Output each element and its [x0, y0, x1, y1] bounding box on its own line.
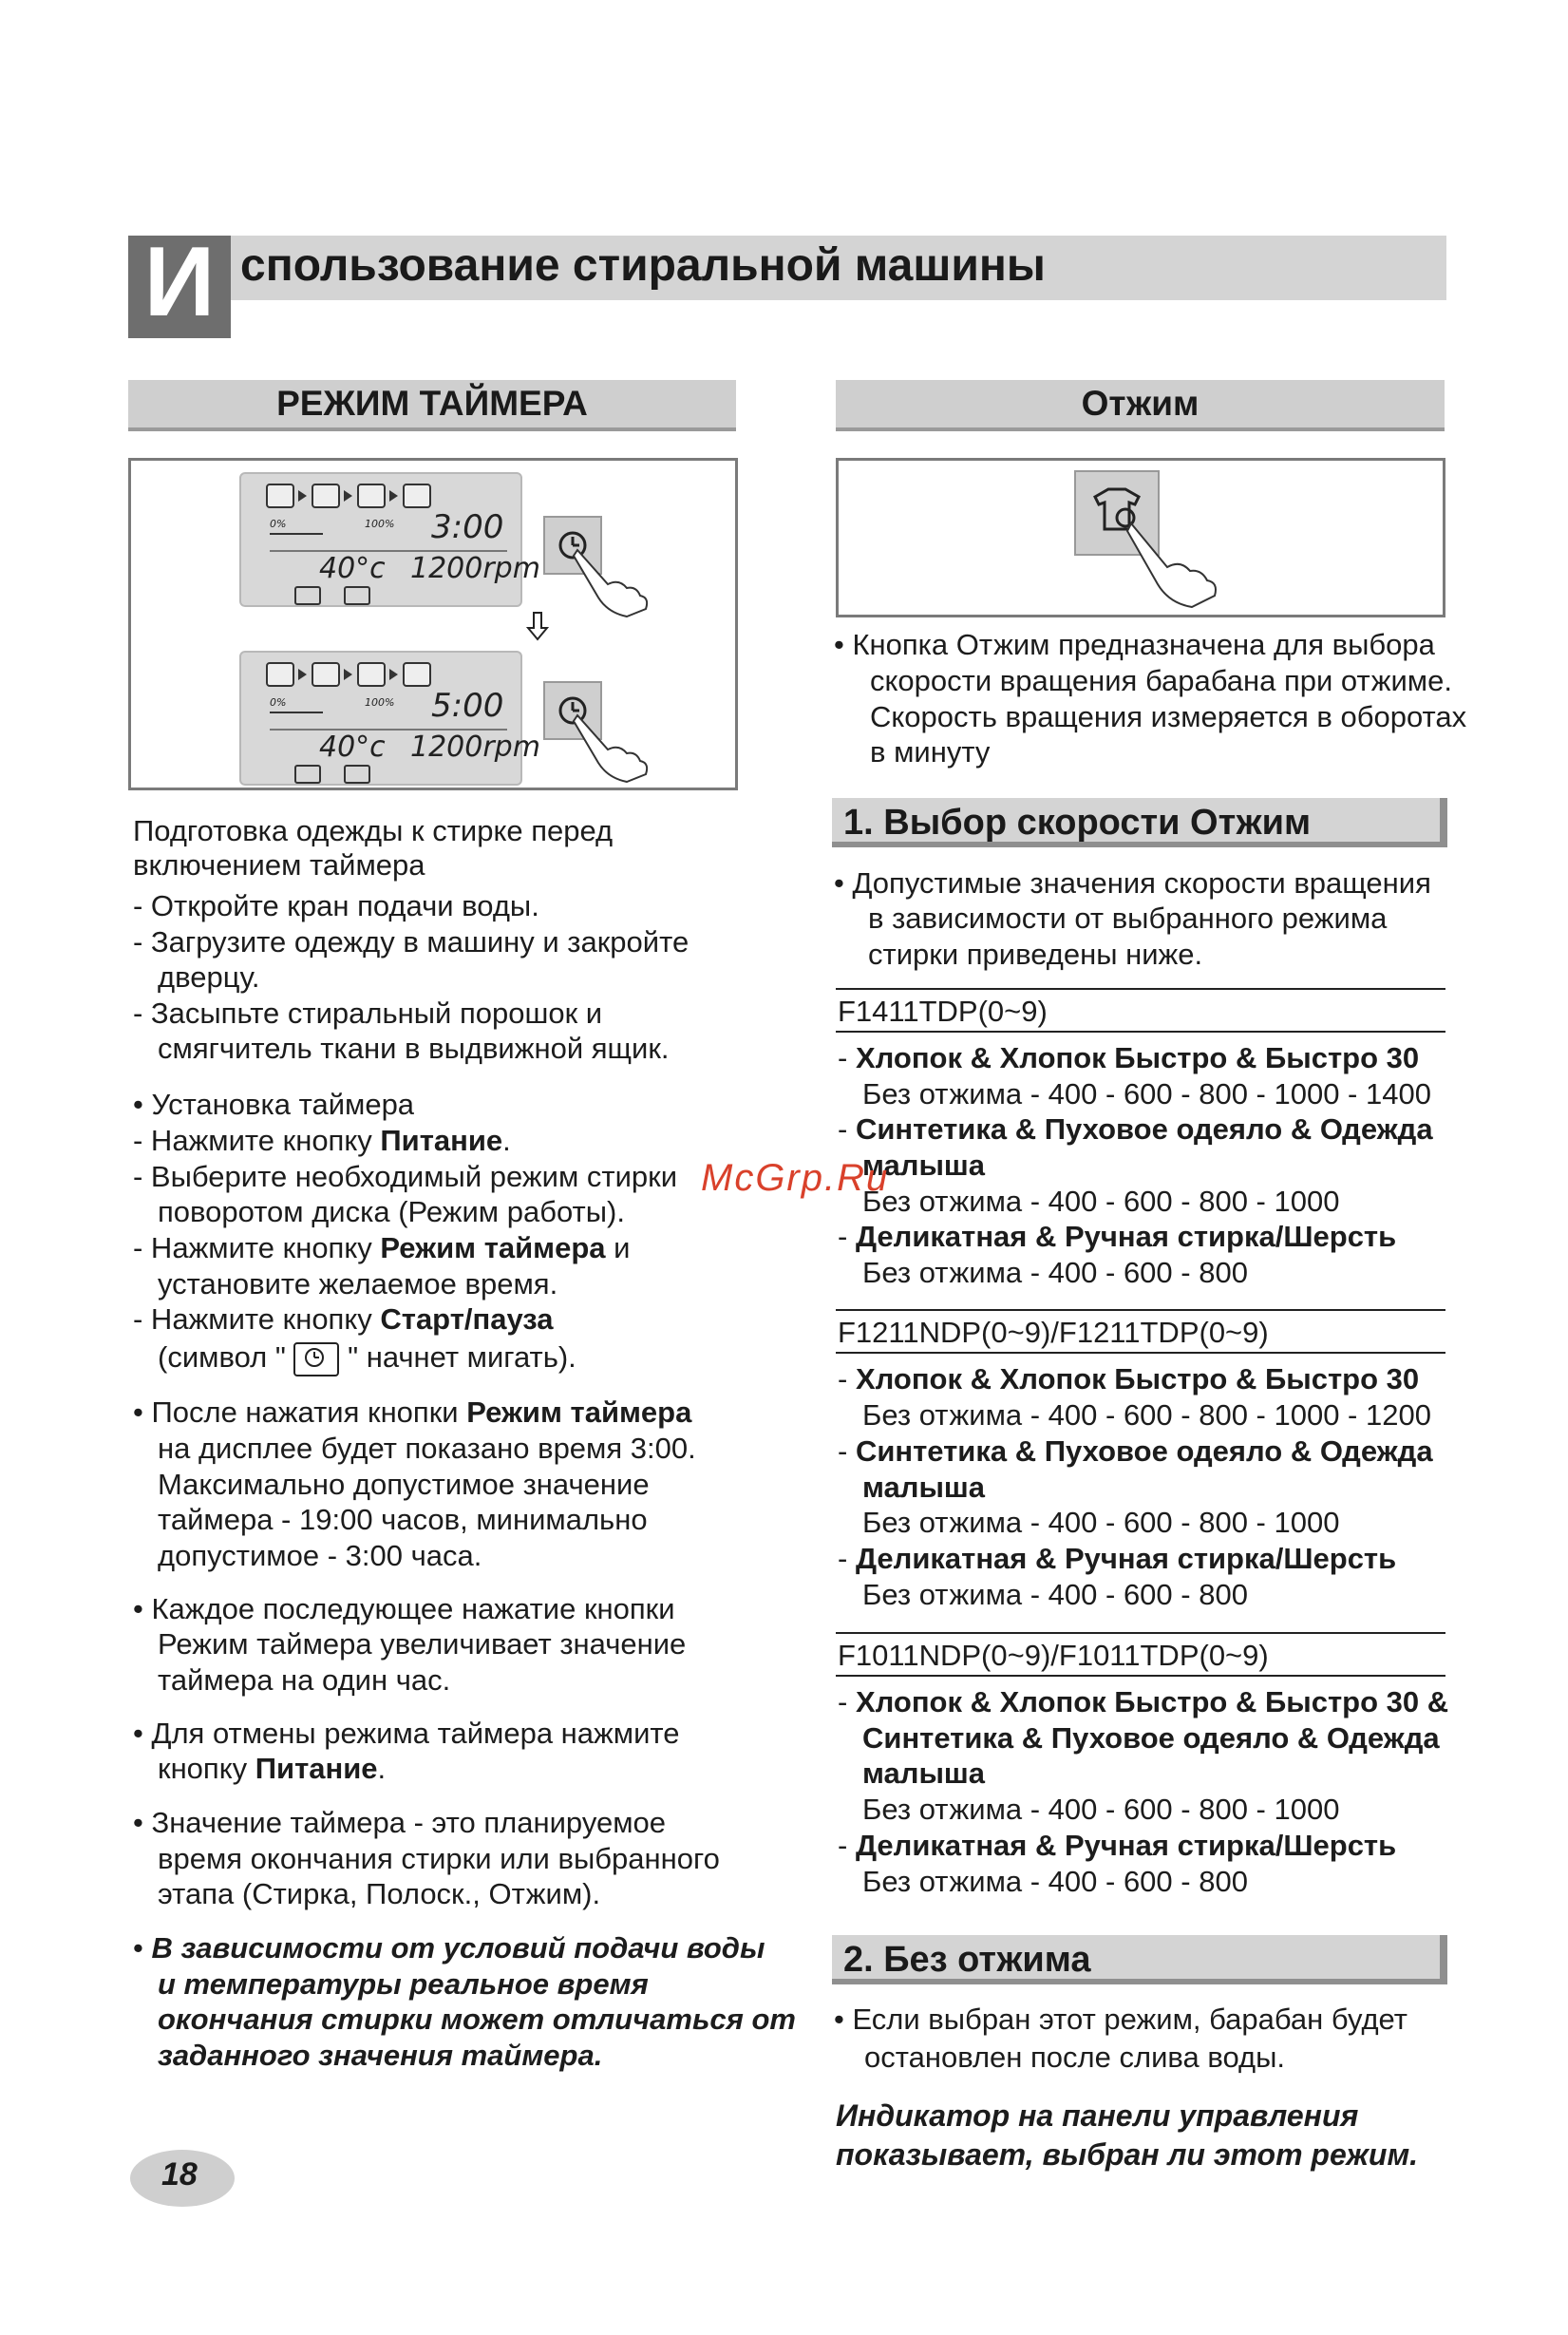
text-line [838, 1111, 1433, 1148]
text-span: • После нажатия кнопки [133, 1395, 467, 1429]
text-line: • Для отмены режима таймера нажмите [133, 1717, 680, 1750]
text-line: окончания стирки может отличаться от [158, 2003, 796, 2036]
text-line: установите желаемое время. [158, 1267, 558, 1300]
lcd-pct-high: 100% [365, 518, 395, 530]
text-line [133, 1301, 554, 1338]
text-line [838, 1219, 1396, 1255]
rinse-icon [312, 662, 340, 687]
text-line [133, 1123, 511, 1159]
text-line: этапа (Стирка, Полоск., Отжим). [158, 1877, 601, 1910]
text-line: допустимое - 3:00 часа. [158, 1539, 482, 1572]
text-span: кнопку [158, 1752, 255, 1785]
text-line: Без отжима - 400 - 600 - 800 - 1000 - 1200 [862, 1398, 1431, 1432]
divider [836, 1675, 1445, 1677]
text-line: Синтетика & Пуховое одеяло & Одежда [862, 1721, 1440, 1755]
text-bold: Режим таймера [380, 1231, 606, 1264]
timer-section-title: РЕЖИМ ТАЙМЕРА [128, 380, 736, 431]
text-bold: Старт/пауза [380, 1302, 554, 1336]
text-line: Без отжима - 400 - 600 - 800 [862, 1256, 1248, 1289]
spin-icon [403, 662, 431, 687]
text-span: - [838, 1220, 856, 1253]
text-line: - Засыпьте стиральный порошок и [133, 997, 603, 1030]
text-bold: Хлопок & Хлопок Быстро & Быстро 30 [855, 1362, 1420, 1395]
progress-bar [270, 712, 323, 713]
text-line [158, 1339, 576, 1376]
text-line: заданного значения таймера. [158, 2039, 603, 2072]
divider [836, 1309, 1445, 1311]
text-span: - [838, 1542, 856, 1575]
no-spin-subtitle: 2. Без отжима [832, 1935, 1447, 1984]
text-line [133, 1230, 630, 1266]
lcd-temp: 40°c [319, 731, 386, 764]
text-span: • [133, 1931, 152, 1965]
arrow-icon [389, 490, 398, 502]
text-span: - [838, 1362, 856, 1395]
text-line: • Если выбран этот режим, барабан будет [834, 2003, 1407, 2036]
text-line: Без отжима - 400 - 600 - 800 [862, 1578, 1248, 1611]
text-line: Без отжима - 400 - 600 - 800 - 1000 [862, 1506, 1340, 1539]
note-line: показывает, выбран ли этот режим. [836, 2137, 1419, 2172]
note-line: Индикатор на панели управления [836, 2098, 1359, 2133]
divider [836, 988, 1445, 990]
text-span: - [838, 1041, 856, 1074]
arrow-icon [298, 490, 307, 502]
text-line: • Установка таймера [133, 1088, 415, 1121]
pointing-hand-icon [1124, 518, 1237, 613]
text-line: и температуры реальное время [158, 1967, 649, 2001]
text-bold: Синтетика & Пуховое одеяло & Одежда [855, 1112, 1433, 1146]
rinse-icon [312, 484, 340, 508]
text-bold: Питание [380, 1124, 503, 1157]
text-line: - Выберите необходимый режим стирки [133, 1160, 678, 1193]
spin-illustration [836, 458, 1445, 617]
watermark: McGrp.Ru [701, 1157, 890, 1199]
down-arrow-icon [526, 611, 549, 643]
arrow-icon [298, 669, 307, 680]
text-span: (символ " [158, 1340, 286, 1374]
text-line: • Допустимые значения скорости вращения [834, 866, 1431, 900]
text-line: скорости вращения барабана при отжиме. [870, 664, 1452, 697]
lcd-spin: 1200rpm [410, 731, 540, 764]
page-title: спользование стиральной машины [240, 240, 1046, 291]
model-name: F1411TDP(0~9) [838, 995, 1048, 1028]
clock-symbol-icon [293, 1342, 339, 1376]
text-bold: Питание [255, 1752, 378, 1785]
text-line: Режим таймера увеличивает значение [158, 1627, 687, 1661]
text-span: - Нажмите кнопку [133, 1124, 381, 1157]
lcd-time: 5:00 [431, 687, 504, 725]
text-line: малыша [862, 1471, 986, 1504]
pointing-hand-icon [570, 708, 655, 784]
text-line [838, 1361, 1419, 1397]
arrow-icon [344, 490, 352, 502]
text-bold: Деликатная & Ручная стирка/Шерсть [855, 1542, 1397, 1575]
lcd-temp: 40°c [319, 552, 386, 585]
text-line: остановлен после слива воды. [864, 2041, 1286, 2074]
model-name: F1011NDP(0~9)/F1011TDP(0~9) [838, 1639, 1269, 1672]
text-line: Максимально допустимое значение [158, 1468, 650, 1501]
text-line [133, 1395, 691, 1431]
lcd-display-1 [239, 472, 540, 607]
text-line [838, 1684, 1448, 1720]
text-span: - Нажмите кнопку [133, 1302, 381, 1336]
text-span: " начнет мигать). [348, 1340, 576, 1374]
lcd-pct-high: 100% [365, 696, 395, 709]
arrow-icon [344, 669, 352, 680]
text-line: таймера на один час. [158, 1663, 451, 1697]
text-span: - [838, 1112, 856, 1146]
text-span: . [502, 1124, 511, 1157]
text-bold: Деликатная & Ручная стирка/Шерсть [855, 1220, 1397, 1253]
text-line [838, 1828, 1396, 1864]
text-line: поворотом диска (Режим работы). [158, 1195, 625, 1228]
text-line: Скорость вращения измеряется в оборотах [870, 700, 1467, 733]
text-line: на дисплее будет показано время 3:00. [158, 1432, 696, 1465]
pointing-hand-icon [570, 542, 655, 618]
text-line [838, 1433, 1433, 1470]
spin-speed-subtitle: 1. Выбор скорости Отжим [832, 798, 1447, 847]
text-line: Подготовка одежды к стирке перед [133, 814, 614, 847]
text-bold: Синтетика & Пуховое одеяло & Одежда [855, 1434, 1433, 1468]
spin-icon [403, 484, 431, 508]
wash-icon [266, 484, 294, 508]
text-span: - [838, 1434, 856, 1468]
text-line: смягчитель ткани в выдвижной ящик. [158, 1032, 670, 1065]
text-line [838, 1040, 1419, 1076]
lcd-display-2 [239, 651, 540, 786]
wash-icon [266, 662, 294, 687]
divider [836, 1352, 1445, 1354]
text-line: • Значение таймера - это планируемое [133, 1806, 667, 1839]
rinse-icon [357, 662, 386, 687]
clock-icon [344, 765, 370, 784]
divider [836, 1632, 1445, 1634]
text-bold: Хлопок & Хлопок Быстро & Быстро 30 & [855, 1685, 1449, 1718]
lcd-spin: 1200rpm [410, 552, 540, 585]
text-line: дверцу. [158, 960, 260, 994]
text-line: время окончания стирки или выбранного [158, 1842, 720, 1875]
text-span: . [377, 1752, 387, 1785]
text-bold: Деликатная & Ручная стирка/Шерсть [855, 1829, 1397, 1862]
text-line: • Каждое последующее нажатие кнопки [133, 1592, 675, 1625]
text-line: в зависимости от выбранного режима [868, 902, 1388, 935]
text-line: таймера - 19:00 часов, минимально [158, 1503, 648, 1536]
arrow-icon [389, 669, 398, 680]
text-line [158, 1751, 386, 1787]
text-span: - Нажмите кнопку [133, 1231, 381, 1264]
progress-bar [270, 533, 323, 535]
text-line: Без отжима - 400 - 600 - 800 [862, 1865, 1248, 1898]
text-line: включением таймера [133, 848, 425, 882]
text-line: Без отжима - 400 - 600 - 800 - 1000 [862, 1185, 1340, 1218]
text-line: - Откройте кран подачи воды. [133, 889, 539, 922]
text-bold: Режим таймера [466, 1395, 692, 1429]
timer-illustration [128, 458, 738, 790]
rinse-icon [357, 484, 386, 508]
clock-icon [344, 586, 370, 605]
model-name: F1211NDP(0~9)/F1211TDP(0~9) [838, 1316, 1269, 1349]
text-span: - [838, 1685, 856, 1718]
lock-icon [294, 765, 321, 784]
text-bold: Хлопок & Хлопок Быстро & Быстро 30 [855, 1041, 1420, 1074]
text-line: Без отжима - 400 - 600 - 800 - 1000 - 1400 [862, 1077, 1431, 1111]
text-line [838, 1541, 1396, 1577]
lcd-time: 3:00 [431, 508, 504, 546]
header-initial-letter: И [143, 227, 216, 337]
text-line: Без отжима - 400 - 600 - 800 - 1000 [862, 1793, 1340, 1826]
text-line: малыша [862, 1756, 986, 1790]
lcd-pct-low: 0% [270, 696, 287, 709]
text-span: и [605, 1231, 631, 1264]
text-bold-italic: В зависимости от условий подачи воды [151, 1931, 765, 1965]
text-span: - [838, 1829, 856, 1862]
text-line: • Кнопка Отжим предназначена для выбора [834, 628, 1435, 661]
divider [836, 1031, 1445, 1033]
lock-icon [294, 586, 321, 605]
text-line: - Загрузите одежду в машину и закройте [133, 925, 690, 959]
text-line: стирки приведены ниже. [868, 938, 1203, 971]
spin-section-title: Отжим [836, 380, 1445, 431]
lcd-pct-low: 0% [270, 518, 287, 530]
text-line [133, 1930, 765, 1966]
page-number: 18 [161, 2156, 198, 2193]
text-line: малыша [862, 1149, 986, 1182]
text-line: в минуту [870, 735, 991, 769]
